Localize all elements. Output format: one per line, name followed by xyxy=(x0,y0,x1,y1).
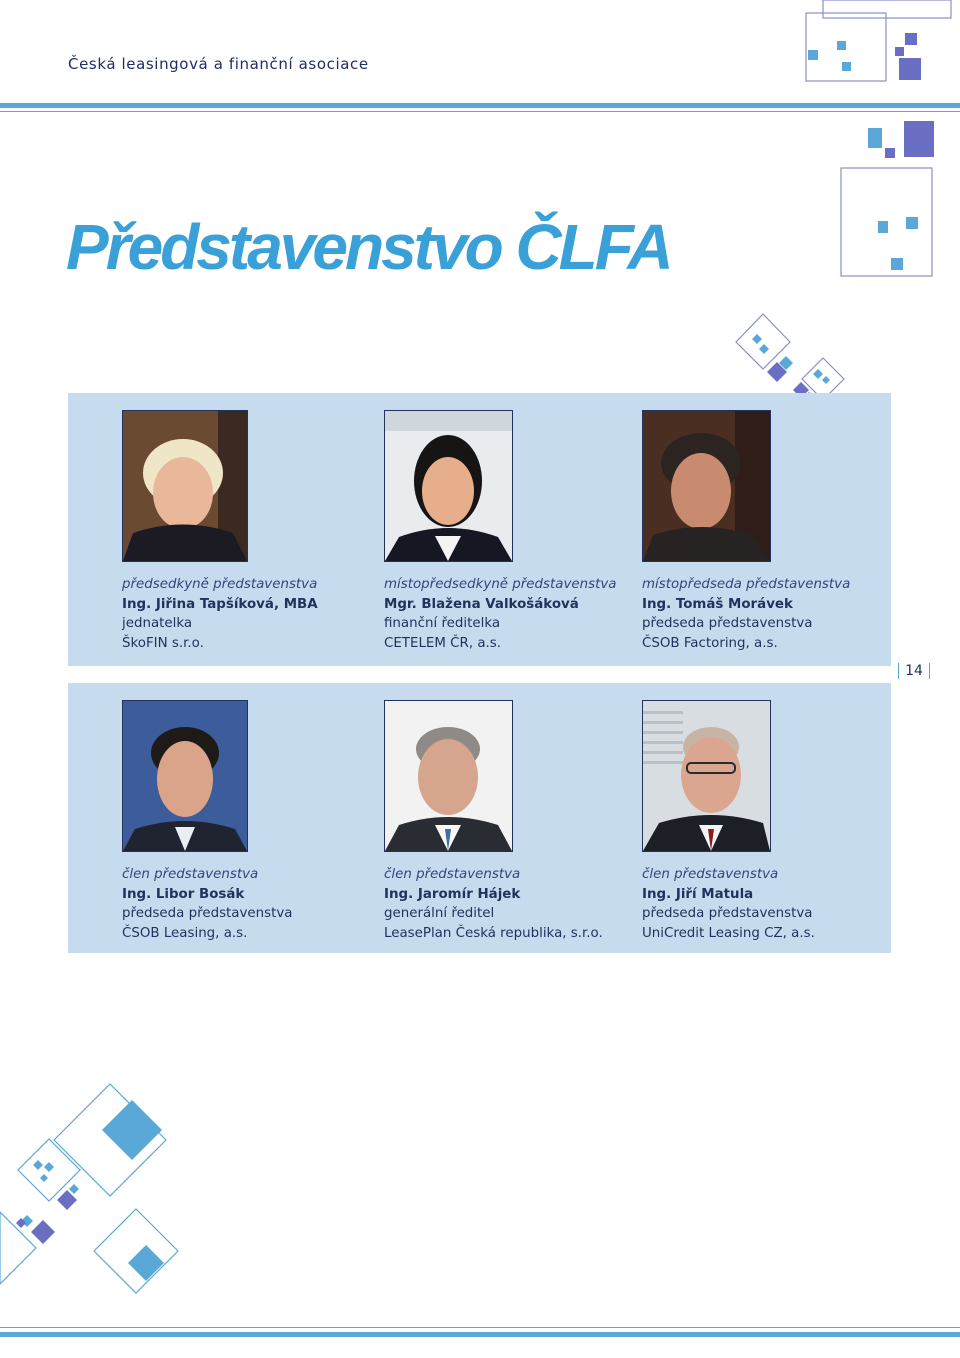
member-company: UniCredit Leasing CZ, a.s. xyxy=(642,925,815,941)
member-name: Mgr. Blažena Valkošáková xyxy=(384,596,579,612)
member-photo xyxy=(384,410,513,562)
footer-rule-thin xyxy=(0,1327,960,1328)
member-company: ČSOB Factoring, a.s. xyxy=(642,635,778,651)
member-photo xyxy=(642,700,771,852)
header-rule xyxy=(0,103,960,108)
member-role: člen představenstva xyxy=(122,867,259,882)
member-info xyxy=(122,575,318,653)
member-info xyxy=(384,575,617,653)
organization-name: Česká leasingová a finanční asociace xyxy=(68,55,369,73)
member-company: LeasePlan Česká republika, s.r.o. xyxy=(384,925,603,941)
board-panel-row-2 xyxy=(68,683,891,953)
footer-rule xyxy=(0,1332,960,1337)
header-rule-thin xyxy=(0,111,960,112)
member-position: předseda představenstva xyxy=(122,906,293,921)
member-photo xyxy=(122,700,248,852)
member-company: ŠkoFIN s.r.o. xyxy=(122,635,204,651)
page-title: Představenstvo ČLFA xyxy=(66,211,671,283)
member-role: člen představenstva xyxy=(384,867,521,882)
member-photo xyxy=(122,410,248,562)
member-position: generální ředitel xyxy=(384,906,495,921)
member-name: Ing. Jaromír Hájek xyxy=(384,886,521,902)
member-role: předsedkyně představenstva xyxy=(122,577,318,592)
member-info xyxy=(122,865,293,943)
member-role: místopředsedkyně představenstva xyxy=(384,577,617,592)
member-role: místopředseda představenstva xyxy=(642,577,851,592)
board-panel-row-1 xyxy=(68,393,891,666)
member-photo xyxy=(384,700,513,852)
member-info xyxy=(384,865,603,943)
member-info xyxy=(642,865,815,943)
member-photo xyxy=(642,410,771,562)
member-name: Ing. Jiří Matula xyxy=(642,886,754,902)
member-info xyxy=(642,575,850,653)
member-company: ČSOB Leasing, a.s. xyxy=(122,925,248,941)
member-company: CETELEM ČR, a.s. xyxy=(384,635,502,651)
member-name: Ing. Libor Bosák xyxy=(122,886,245,902)
member-role: člen představenstva xyxy=(642,867,779,882)
member-name: Ing. Jiřina Tapšíková, MBA xyxy=(122,596,318,612)
member-position: předseda představenstva xyxy=(642,616,813,631)
member-name: Ing. Tomáš Morávek xyxy=(642,596,793,612)
decorative-squares-bottom-left xyxy=(0,1060,260,1358)
member-position: finanční ředitelka xyxy=(384,616,501,631)
member-position: předseda představenstva xyxy=(642,906,813,921)
page-number: 14 xyxy=(898,661,930,681)
member-position: jednatelka xyxy=(122,616,193,631)
